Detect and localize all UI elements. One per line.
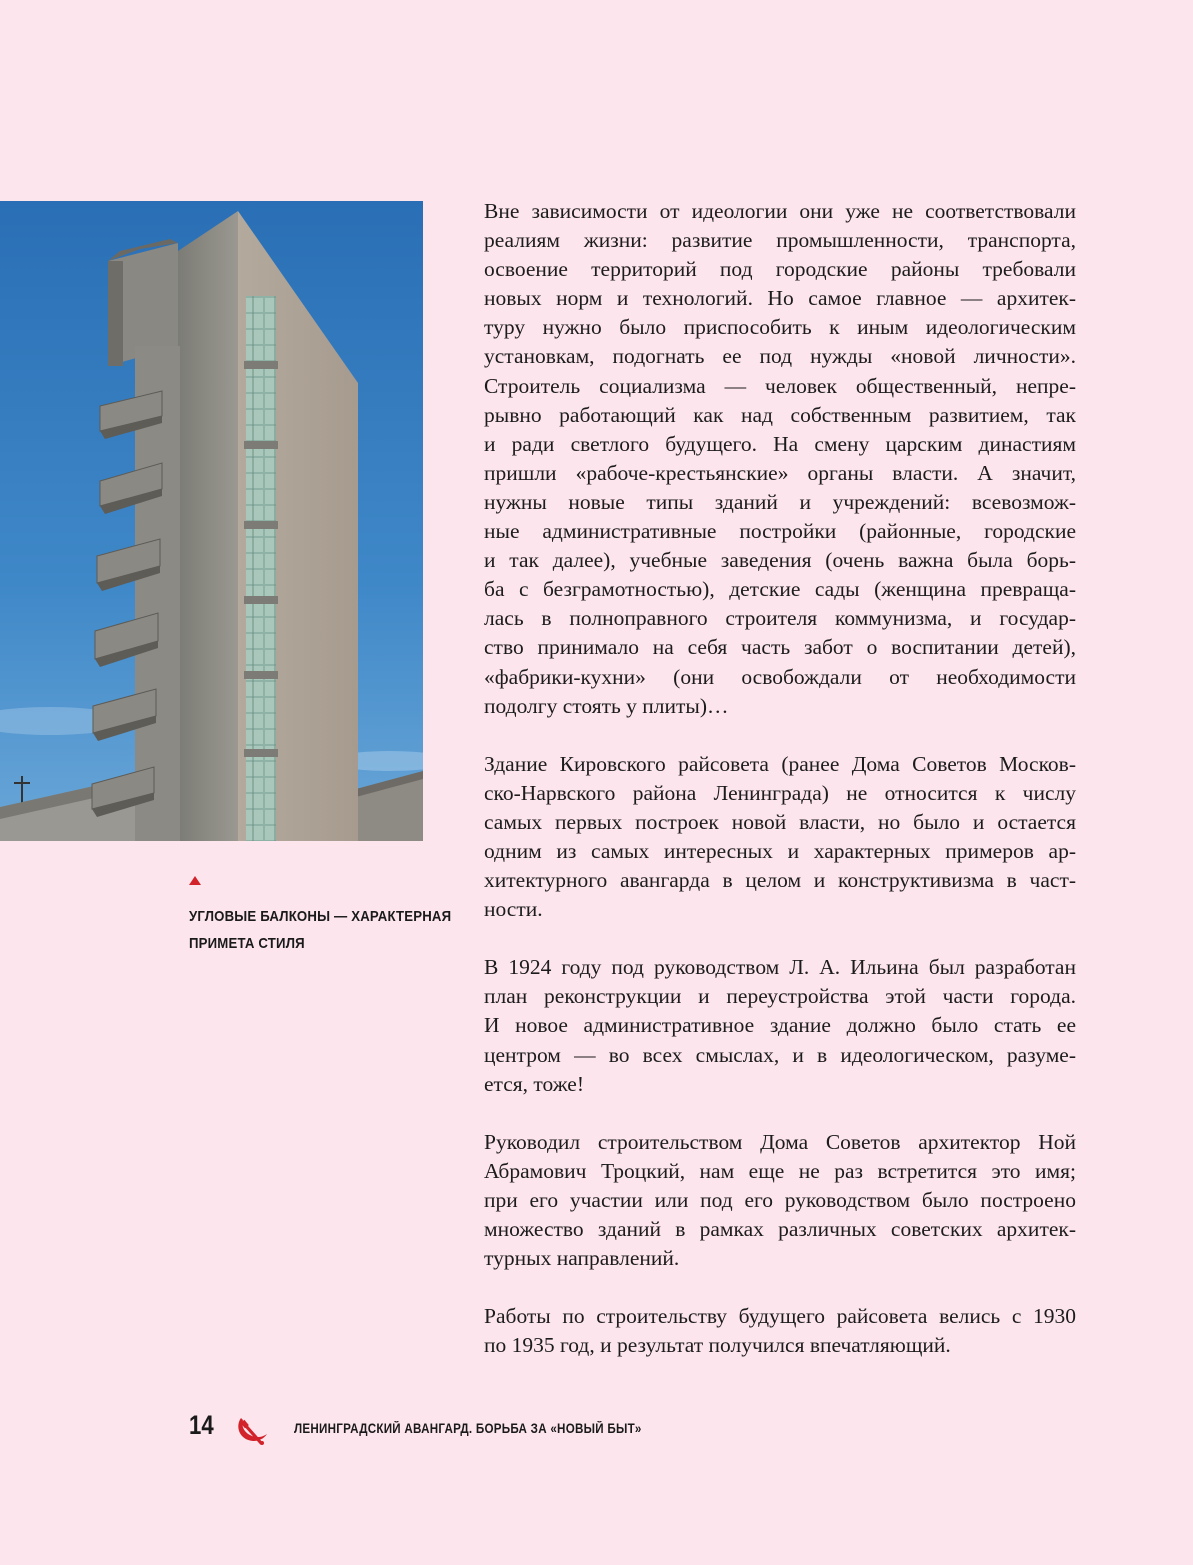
- paragraph: [484, 1302, 1076, 1360]
- text-line: самых первых построек новой власти, но было и остается: [484, 809, 1076, 834]
- text-line: Вне зависимости от идеологии они уже не соответствовали: [484, 199, 1076, 223]
- text-line: план реконструкции и переустройства этой части города.: [484, 984, 1076, 1009]
- text-line: Работы по строительству будущего райсовета велись с 1930: [484, 1304, 1076, 1329]
- text-line: рывно работающий как над собственным развитием, так: [484, 402, 1076, 427]
- text-line: новых норм и технологий. Но самое главное — архитек-: [484, 286, 1076, 311]
- caption-line: ПРИМЕТА СТИЛЯ: [189, 935, 305, 952]
- text-line: ство принимало на себя часть забот о воспитании детей),: [484, 635, 1076, 660]
- paragraph: [484, 197, 1076, 721]
- text-line: одним из самых интересных и характерных примеров ар-: [484, 838, 1076, 863]
- paragraph: [484, 1128, 1076, 1273]
- text-line: освоение территорий под городские районы требовали: [484, 257, 1076, 282]
- paragraph: [484, 953, 1076, 1098]
- paragraph: [484, 750, 1076, 925]
- text-line: И новое административное здание должно было стать ее: [484, 1013, 1076, 1038]
- text-line: и ради светлого будущего. На смену царским династиям: [484, 431, 1076, 456]
- text-line: туру нужно было приспособить к иным идеологическим: [484, 315, 1076, 340]
- text-line: ско-Нарвского района Ленинграда) не относится к числу: [484, 780, 1076, 805]
- text-line: Руководил строительством Дома Советов архитектор Ной: [484, 1129, 1076, 1154]
- caption-line: УГЛОВЫЕ БАЛКОНЫ — ХАРАКТЕРНАЯ: [189, 908, 452, 925]
- text-line: В 1924 году под руководством Л. А. Ильина был разработан: [484, 955, 1076, 980]
- text-line: подолгу стоять у плиты)…: [484, 693, 729, 718]
- text-line: Абрамович Троцкий, нам еще не раз встретится это имя;: [484, 1158, 1076, 1183]
- text-line: центром — во всех смыслах, и в идеологическом, разуме-: [484, 1042, 1076, 1067]
- text-line: Здание Кировского райсовета (ранее Дома Советов Москов-: [484, 751, 1076, 776]
- article-body: [484, 197, 1076, 1360]
- text-line: и так далее), учебные заведения (очень важна была борь-: [484, 548, 1076, 573]
- building-photo: [0, 201, 423, 841]
- text-line: нужны новые типы зданий и учреждений: всевозмож-: [484, 489, 1076, 514]
- text-line: Строитель социализма — человек общественный, непре-: [484, 373, 1076, 398]
- figure-caption: [189, 903, 452, 957]
- text-line: «фабрики-кухни» (они освобождали от необходимости: [484, 664, 1076, 689]
- text-line: турных направлений.: [484, 1246, 680, 1271]
- text-line: хитектурного авангарда в целом и конструктивизма в част-: [484, 868, 1076, 893]
- text-line: ется, тоже!: [484, 1071, 584, 1096]
- text-line: ности.: [484, 897, 543, 922]
- text-line: ба с безграмотностью), детские сады (женщина превраща-: [484, 577, 1076, 602]
- text-line: при его участии или под его руководством было построено: [484, 1187, 1076, 1212]
- text-line: установкам, подогнать ее под нужды «новой личности».: [484, 344, 1076, 369]
- text-line: пришли «рабоче-крестьянские» органы власти. А значит,: [484, 460, 1076, 485]
- hammer-and-sickle-icon: [233, 1412, 269, 1446]
- text-line: лась в полноправного строителя коммунизма, и государ-: [484, 606, 1076, 631]
- text-line: множество зданий в рамках различных советских архитек-: [484, 1217, 1076, 1241]
- text-line: реалиям жизни: развитие промышленности, транспорта,: [484, 228, 1076, 253]
- running-title: ЛЕНИНГРАДСКИЙ АВАНГАРД. БОРЬБА ЗА «НОВЫЙ БЫТ»: [294, 1421, 642, 1436]
- text-line: ные административные постройки (районные, городские: [484, 519, 1076, 544]
- text-line: по 1935 год, и результат получился впечатляющий.: [484, 1333, 951, 1358]
- page-number: 14: [189, 1410, 214, 1440]
- caption-marker-triangle-icon: [189, 876, 201, 885]
